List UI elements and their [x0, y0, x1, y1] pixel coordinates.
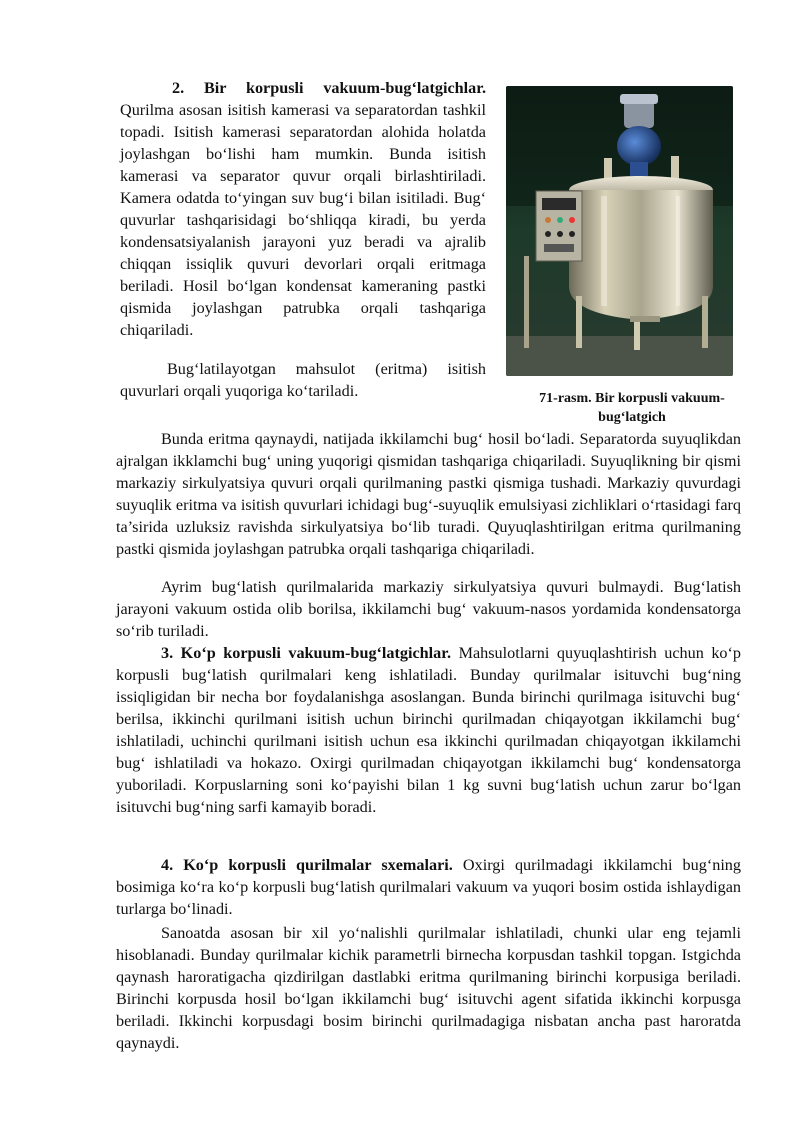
section2-heading: 2. Bir korpusli vakuum-bug‘latgichlar.	[172, 79, 486, 97]
section3-paragraph	[116, 642, 741, 818]
section4-paragraph-2: Sanoatda asosan bir xil yo‘nalishli qurilmalar ishlatiladi, chunki ular eng tejamli hisoblanadi. Bunday qurilmalar kichik parametrli birnecha korpusdan tashkil topgan. Istgichda qaynash haroratigacha qizdirilgan dastlabki eritma qurilmaning birinchi korpusiga beriladi. Birinchi korpusda hosil bo‘lgan ikkilamchi bug‘ isituvchi agent sifatida ikkinchi korpusga beriladi. Ikkinchi korpusdagi bosim birinchi qurilmadagiga nisbatan ancha past haroratda qaynaydi.	[116, 924, 741, 1052]
section2-paragraph-3: Bunda eritma qaynaydi, natijada ikkilamchi bug‘ hosil bo‘ladi. Separatorda suyuqlikdan ajralgan ikklamchi bug‘ uning yuqorigi qismidan tashqariga chiqariladi. Suyuqlikning bir qismi markaziy sirkulyatsiya quvuri orqali qurilmaning pastki qismiga tushadi. Markaziy quvurdagi suyuqlik eritma va isitish quvurlari ichidagi bug‘-suyuqlik emulsiyasi zichliklari o‘rtasidagi farq ta’sirida uzluksiz ravishda sirkulyatsiya bo‘lib turadi. Quyuqlashtirilgan eritma qurilmaning pastki qismida joylashgan patrubka orqali tashqariga chiqariladi.	[116, 430, 741, 558]
section2-paragraph-4: Ayrim bug‘latish qurilmalarida markaziy sirkulyatsiya quvuri bulmaydi. Bug‘latish jarayoni vakuum ostida olib borilsa, ikkilamchi bug‘ vakuum-nasos yordamida kondensatorga so‘rib turiladi.	[116, 578, 741, 640]
section2-paragraph-2: Bug‘latilayotgan mahsulot (eritma) isitish quvurlari orqali yuqoriga ko‘tariladi.	[120, 360, 486, 400]
section4-heading: 4. Ko‘p korpusli qurilmalar sxemalari.	[161, 856, 453, 874]
figure-caption: 71-rasm. Bir korpusli vakuum-bug‘latgich	[539, 391, 725, 425]
section3-body: Mahsulotlarni quyuqlashtirish uchun ko‘p korpusli bug‘latish qurilmalari keng ishlatiladi. Bunday qurilmalar isituvchi bug‘ning issiqligidan bir necha bor foydalanishga asoslangan. Bunda birinchi qurilmaga isituvchi bug‘ berilsa, ikkinchi qurilmani isitish uchun birinchi qurilmadan chiqayotgan ikkilamchi bug‘ ishlatiladi, uchinchi qurilmani isitish uchun esa ikkinchi qurilmadan chiqayotgan ikkilamchi bug‘ ishlatiladi va hokazo. Oxirgi qurilmadan chiqayotgan ikkilamchi bug‘ kondensatorga yuboriladi. Korpuslarning soni ko‘payishi bilan 1 kg suvni bug‘latish uchun zarur bo‘lgan isituvchi bug‘ning sarfi kamayib boradi.	[116, 644, 741, 816]
section4-paragraph	[116, 854, 741, 920]
section4-body: Oxirgi qurilmadagi ikkilamchi bug‘ning bosimiga ko‘ra ko‘p korpusli bug‘latish qurilmalari vakuum va yuqori bosim ostida ishlaydigan turlarga bo‘linadi.	[116, 856, 741, 918]
section3-heading: 3. Ko‘p korpusli vakuum-bug‘latgichlar.	[161, 644, 452, 662]
section2-body: Qurilma asosan isitish kamerasi va separatordan tashkil topadi. Isitish kamerasi separatordan alohida holatda joylashgan bo‘lishi ham mumkin. Bunda isitish kamerasi va separator quvur orqali birlashtiriladi. Kamera odatda to‘yingan suv bug‘i bilan isitiladi. Bug‘ quvurlar tashqarisidagi bo‘shliqqa kiradi, bu yerda kondensatsiyalanish jarayoni yuz beradi va ajralib chiqqan issiqlik quvuri devorlari orqali eritmaga beriladi. Hosil bo‘lgan kondensat kameraning pastki qismida joylashgan patrubka orqali tashqariga chiqariladi.	[120, 101, 486, 339]
evaporator-photo	[506, 86, 733, 376]
section2-paragraph	[120, 77, 486, 341]
